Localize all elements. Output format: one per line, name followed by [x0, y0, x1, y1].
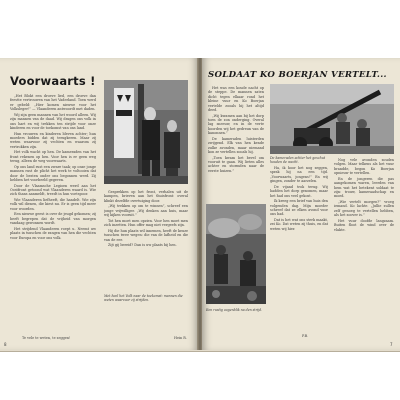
left-page-number: 8	[4, 342, 7, 347]
left-signature: Hein R.	[174, 336, 187, 340]
right-page-heading: SOLDAAT KO BOERJAN VERTELT...	[208, 70, 387, 80]
body-paragraph: Het vuur doofde langzaam. Buiten floot de wind over de vlakte.	[334, 218, 394, 232]
right-article-column-2	[270, 166, 328, 334]
body-paragraph: „Toen kwam het bevel om vooruit te gaan. Wij lieten alles achter en stormden naar de eerste huizen.”	[208, 155, 264, 173]
artillery-crew-photo	[270, 84, 394, 154]
left-article-column	[10, 94, 96, 330]
body-paragraph: „Wie vertelt morgen?” vroeg iemand. Ko lachte. „Jullie zullen zelf genoeg te vertellen hebben, als het zoover is.”	[334, 200, 394, 218]
body-paragraph: Gesprekken op het front, verhalen uit de kampen, brieven aan het thuisfront: overal klinkt dezelfde overtuiging door.	[104, 190, 188, 203]
body-paragraph: „Wij trekken op om te winnen”, schreef een jonge vrijwilliger. „Wij denken aan huis, maar wij kijken vooruit.”	[104, 204, 188, 218]
battle-scene-illustration	[206, 204, 266, 304]
body-paragraph: Hij die hun plaats wil innemen, heeft de keuze tusschen twee wegen: die van de lafheid en die van de eer.	[104, 228, 188, 242]
left-page-heading: Voorwaarts !	[10, 74, 96, 88]
right-page-number: 7	[390, 342, 393, 347]
right-top-caption: De kameraden achter het geschut houden de wacht.	[270, 156, 326, 164]
body-paragraph: Het strijdend Vlaanderen roept u. Neemt uw plaats in tusschen de rangen van hen die vechten voor Europa en voor ons volk.	[10, 226, 96, 240]
body-paragraph: „Het Blokt een droeve lied, een droeve dan feestte vertrouwen van het Vaderland. Toen werd er gebeld: „Hier komen nieuwe voor het Volksleger!” — Vlaanderen antwoordt met daden.	[10, 94, 96, 112]
body-paragraph: Nog vele avonden zouden volgen. Maar telkens als het vuur brandde, begon Ko Boerjan opnieuw te vertellen.	[334, 158, 394, 176]
body-paragraph: Hun vrouwen en kinderen bleven achter; hun moeders bidden dat zij terugkeren. Maar zij weten waarvoor zij vechten en waarom zij vertrokken zijn.	[10, 131, 96, 149]
body-paragraph: Een nieuwe geest is over de jeugd gekomen; zij heeft begrepen dat de vrijheid van morgen vandaag gewonnen wordt.	[10, 212, 96, 226]
soldiers-banner-photo	[104, 80, 188, 184]
right-article-column-3	[334, 158, 394, 334]
body-paragraph: De kameraden luisterden zwijgend. Elk van hen kende zulke avonden, maar niemand kon ze vertellen zooals hij.	[208, 136, 264, 155]
body-paragraph: „Wij kwamen aan bij het dorp toen de zon onderging. Overal lag sneeuw, en in de verte hoorden wij het gedreun van de kanonnen.”	[208, 113, 264, 136]
body-paragraph: Door de Vlaamsche Legioen werd aan het Oostfront getoond wat Vlaanderen waard is. Wie zich thans aanmeldt, treedt in hun voetspoor.	[10, 183, 96, 197]
left-photo-caption: Met heel het Volk naar de toekomst: mannen die weten waarvoor zij strijden.	[104, 294, 183, 302]
battle-scene-photo	[206, 204, 266, 304]
body-paragraph: Ik kreeg een brief van huis den volgenden dag. Mijn moeder schreef dat ze elken avond voor ons bad.	[270, 199, 328, 217]
body-paragraph: Wij zijn geen mannen van het woord alleen. Wij zijn mannen van de daad. Wij dragen ons volk in ons hart en wij trekken ten strijde voor onze kinderen en voor de toekomst van ons land.	[10, 112, 96, 131]
left-page	[0, 58, 198, 350]
soldiers-banner-illustration	[104, 80, 188, 184]
body-paragraph: Op ons land rust een zware taak; op onze jonge mannen rust de plicht het werk te voltooien dat door de besten onder ons begonnen werd. Zij hebben het voorbeeld gegeven.	[10, 164, 96, 183]
body-paragraph: Ha, ik hoor het nog zeggen, sprak hij na een tijd. „Voorwaarts, jongens!” En wij gingen, zonder te aarzelen.	[270, 166, 328, 184]
right-page	[202, 58, 400, 350]
body-paragraph: Het was een koude nacht op de steppe. De mannen zaten dicht tegen elkaar rond het kleine vuur en Ko Boerjan vertelde zooals hij het altijd deed.	[208, 86, 264, 113]
body-paragraph: Wie Vlaanderen liefheeft, die handelt. Wie zijn volk wil dienen, die kiest nu. Er is geen tijd meer voor woorden.	[10, 198, 96, 211]
right-bottom-caption: Een rustig oogenblik na den strijd.	[206, 308, 263, 312]
body-paragraph: Het volk wacht op hen. De kameraden van het front rekenen op hen. Voor hen is er geen weg terug, alleen de weg voorwaarts.	[10, 150, 96, 164]
left-footline: Te vele te weten, te zeggen!	[22, 336, 71, 340]
body-paragraph: Zijt gij bereid? Dan is uw plaats bij hen.	[108, 243, 177, 248]
artillery-crew-illustration	[270, 84, 394, 154]
body-paragraph: De vijand trok terug. Wij hadden het dorp genomen, maar het had ons veel gekost.	[270, 184, 328, 198]
right-signature: P.B.	[302, 334, 309, 338]
left-second-column	[104, 190, 188, 290]
right-article-column-1	[208, 86, 264, 200]
body-paragraph: Tot hen moet men opzien. Voor hen moet men zich inzetten. Hun offer mag niet vergeefs zijn.	[104, 218, 188, 228]
body-paragraph: En de jongeren die pas aangekomen waren, leerden van hem wat het betekent soldaat te zijn: trouw, kameraadschap en moed.	[334, 176, 394, 199]
body-paragraph: Dat is het wat ons sterk maakt, zei Ko. Dat weten zij thuis, en dat weten wij hier.	[270, 218, 328, 231]
